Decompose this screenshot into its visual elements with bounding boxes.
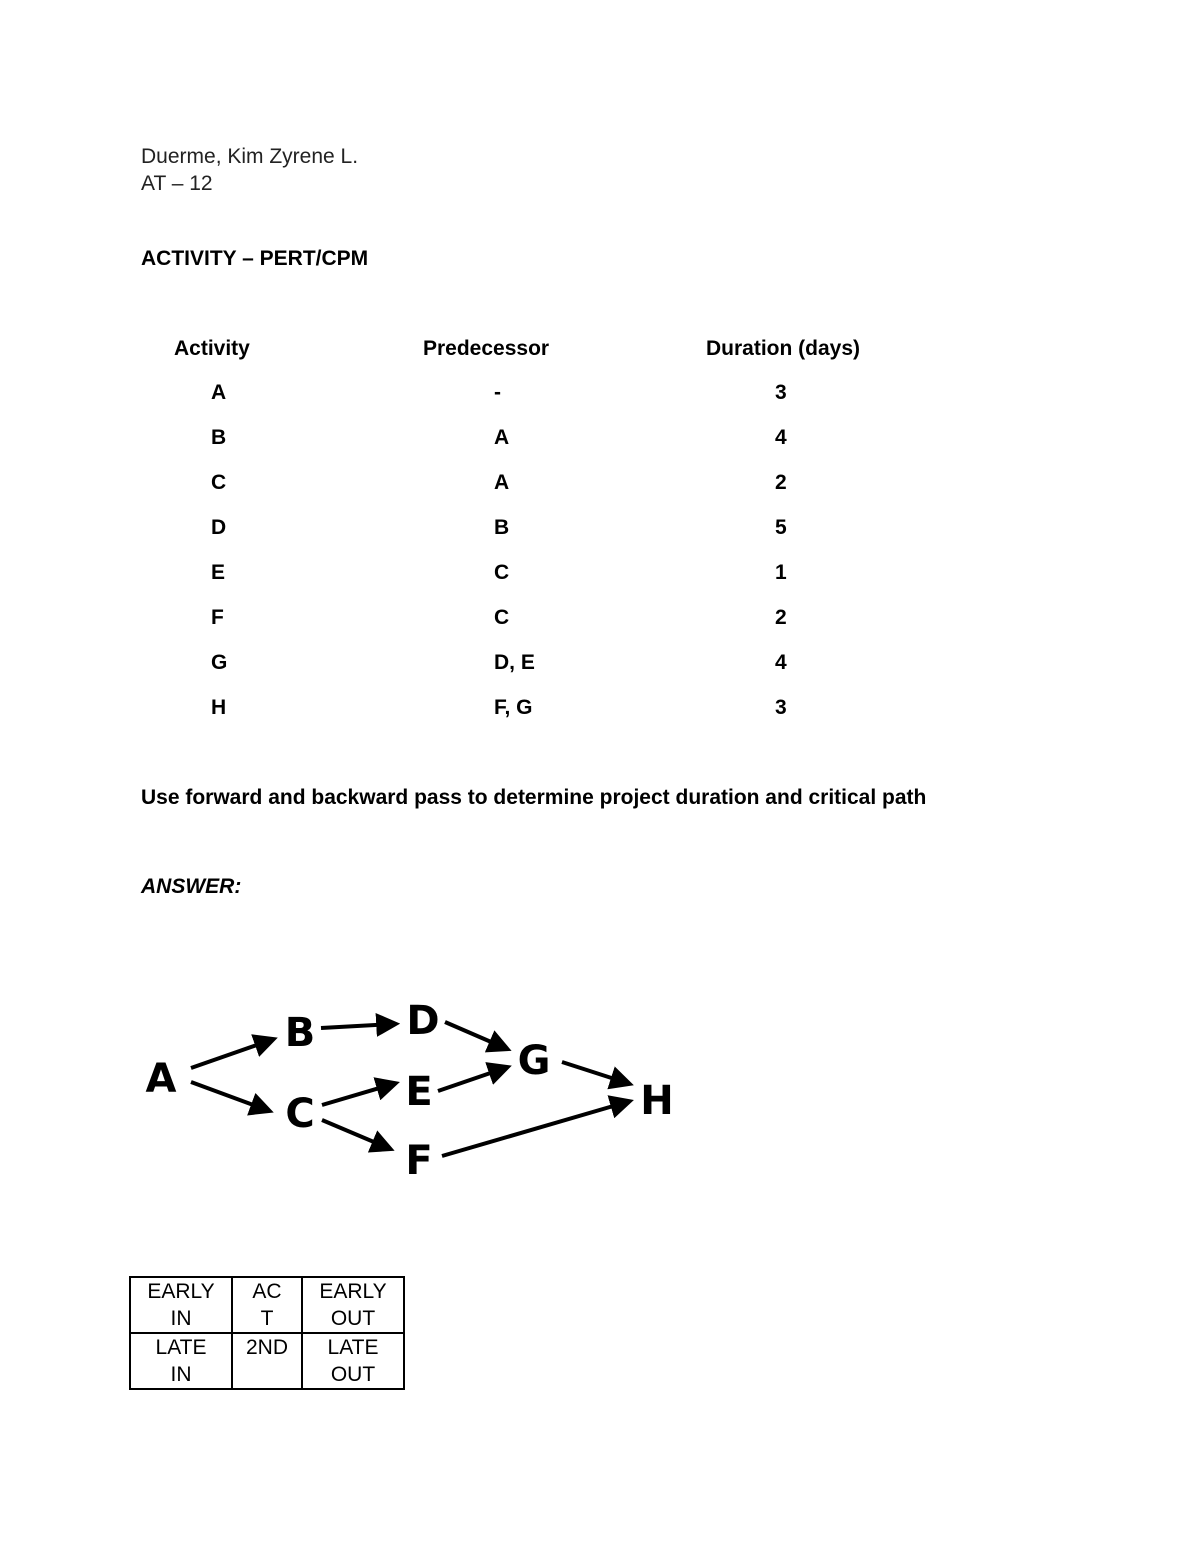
node-h: H (640, 1078, 674, 1124)
student-section: AT – 12 (141, 172, 213, 195)
network-diagram (0, 980, 720, 1200)
cell-predecessor: A (494, 471, 510, 494)
arrow-d-to-g (445, 1022, 505, 1048)
arrow-g-to-h (562, 1062, 627, 1083)
arrow-a-to-c (191, 1082, 267, 1110)
cell-duration: 1 (775, 561, 787, 584)
legend-cell-early-in: EARLY IN (130, 1277, 232, 1333)
node-legend-box (129, 1276, 405, 1390)
cell-duration: 4 (775, 426, 787, 449)
cell-predecessor: F, G (494, 696, 533, 719)
cell-predecessor: - (494, 381, 501, 404)
legend-cell-late-in: LATE IN (130, 1333, 232, 1389)
column-header-duration: Duration (days) (706, 337, 861, 360)
arrow-f-to-h (442, 1102, 627, 1156)
cell-activity: G (211, 651, 228, 674)
answer-label: ANSWER: (141, 875, 242, 898)
cell-activity: C (211, 471, 227, 494)
cell-duration: 4 (775, 651, 787, 674)
arrow-b-to-d (321, 1024, 393, 1028)
cell-duration: 3 (775, 696, 787, 719)
cell-predecessor: D, E (494, 651, 535, 674)
cell-activity: F (211, 606, 224, 629)
cell-activity: A (211, 381, 227, 404)
cell-predecessor: A (494, 426, 510, 449)
cell-predecessor: B (494, 516, 510, 539)
legend-row-early (130, 1277, 404, 1333)
node-e: E (405, 1069, 433, 1115)
cell-activity: D (211, 516, 227, 539)
node-g: G (517, 1038, 551, 1084)
node-f: F (405, 1138, 433, 1184)
cell-activity: E (211, 561, 226, 584)
legend-cell-2nd: 2ND (232, 1333, 302, 1389)
cell-activity: B (211, 426, 227, 449)
arrow-c-to-e (322, 1084, 393, 1105)
page-title: ACTIVITY – PERT/CPM (141, 247, 369, 270)
legend-row-late (130, 1333, 404, 1389)
cell-duration: 3 (775, 381, 787, 404)
cell-predecessor: C (494, 561, 510, 584)
cell-predecessor: C (494, 606, 510, 629)
legend-cell-act: AC T (232, 1277, 302, 1333)
arrow-a-to-b (191, 1040, 271, 1068)
node-b: B (284, 1010, 316, 1056)
node-c: C (285, 1091, 315, 1137)
node-a: A (145, 1056, 177, 1102)
legend-cell-late-out: LATE OUT (302, 1333, 404, 1389)
column-header-activity: Activity (174, 337, 250, 360)
cell-duration: 2 (775, 471, 787, 494)
arrow-c-to-f (322, 1120, 388, 1148)
cell-duration: 2 (775, 606, 787, 629)
node-d: D (406, 998, 440, 1044)
column-header-predecessor: Predecessor (423, 337, 550, 360)
legend-cell-early-out: EARLY OUT (302, 1277, 404, 1333)
student-name: Duerme, Kim Zyrene L. (141, 145, 359, 168)
arrow-e-to-g (438, 1068, 505, 1091)
instruction-text: Use forward and backward pass to determine project duration and critical path (141, 786, 927, 809)
cell-activity: H (211, 696, 227, 719)
cell-duration: 5 (775, 516, 787, 539)
